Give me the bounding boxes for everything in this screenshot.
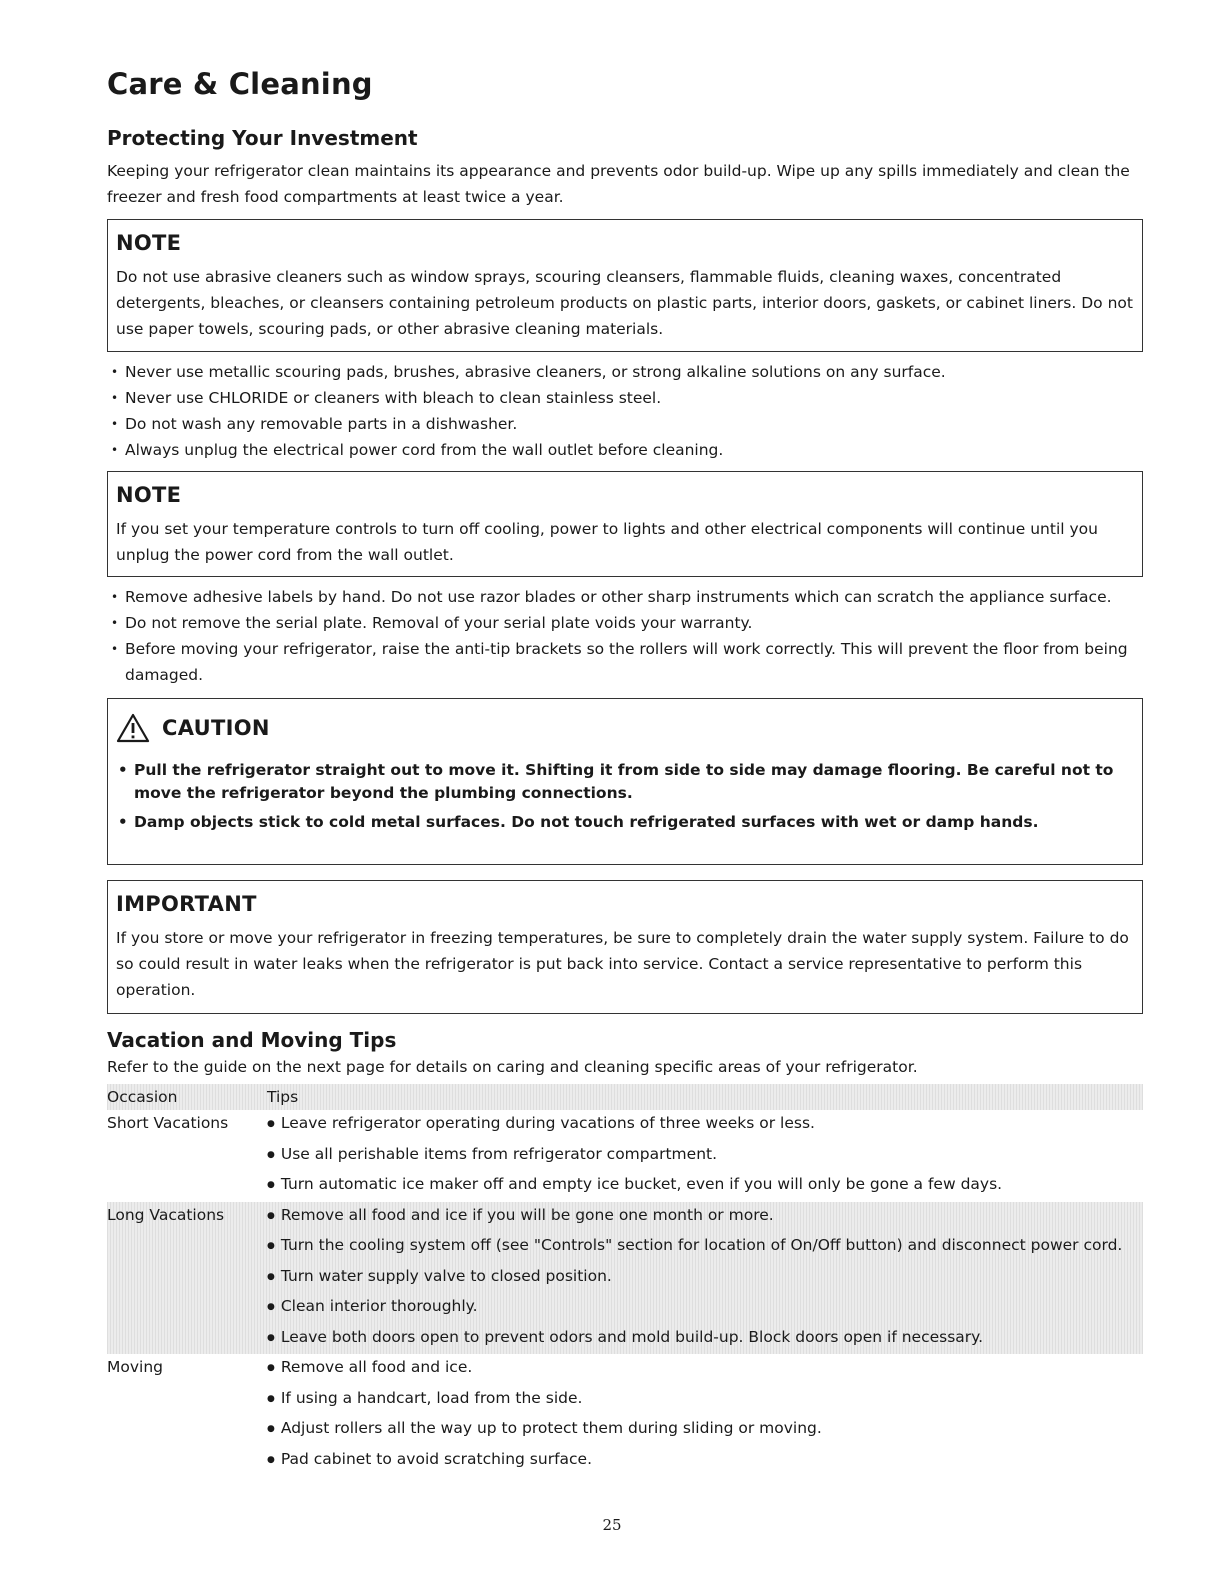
page-number: 25 (602, 1516, 622, 1534)
caution-box (107, 698, 1143, 865)
tips-table (107, 1084, 1143, 1476)
note-box-2 (107, 471, 1143, 577)
list-item: • Never use CHLORIDE or cleaners with bleach to clean stainless steel. (107, 385, 1143, 411)
table-header-row (107, 1084, 1143, 1110)
table-row (107, 1202, 1143, 1355)
tip-item: ● Pad cabinet to avoid scratching surface. (267, 1446, 1143, 1477)
caution-header (116, 711, 1134, 745)
list-item: • Always unplug the electrical power cord from the wall outlet before cleaning. (107, 437, 1143, 463)
caution-item: • Damp objects stick to cold metal surfaces. Do not touch refrigerated surfaces with wet or damp hands. (116, 811, 1134, 834)
note-heading: NOTE (116, 231, 182, 255)
warning-triangle-icon (116, 713, 150, 743)
tip-item: ● Turn water supply valve to closed position. (267, 1263, 1143, 1294)
vacation-heading: Vacation and Moving Tips (107, 1028, 397, 1052)
tip-item: ● Turn the cooling system off (see "Controls" section for location of On/Off button) and disconnect power cord. (267, 1232, 1143, 1263)
list-item: • Before moving your refrigerator, raise the anti-tip brackets so the rollers will work correctly. This will prevent the floor from being damaged. (107, 636, 1143, 688)
note-box-1 (107, 219, 1143, 352)
important-box (107, 880, 1143, 1014)
tips-cell (267, 1202, 1143, 1355)
tip-item: ● Remove all food and ice if you will be gone one month or more. (267, 1202, 1143, 1233)
caution-item: • Pull the refrigerator straight out to move it. Shifting it from side to side may damage flooring. Be careful not to move the refrigerator beyond the plumbing connections. (116, 759, 1134, 805)
occasion-cell: Long Vacations (107, 1205, 225, 1224)
occasion-cell: Moving (107, 1358, 163, 1376)
note-body: Do not use abrasive cleaners such as window sprays, scouring cleansers, flammable fluids, cleaning waxes, concentrated detergents, bleaches, or cleansers containing petroleum products on plastic parts, interior doors, gaskets, or cabinet liners. Do not use paper towels, scouring pads, or other abrasive cleaning materials. (116, 268, 1133, 338)
tip-item: ● Leave refrigerator operating during vacations of three weeks or less. (267, 1110, 1143, 1141)
column-header-occasion: Occasion (107, 1088, 178, 1106)
tip-item: ● Adjust rollers all the way up to protect them during sliding or moving. (267, 1415, 1143, 1446)
list-item: • Never use metallic scouring pads, brushes, abrasive cleaners, or strong alkaline solutions on any surface. (107, 359, 1143, 385)
protecting-body: Keeping your refrigerator clean maintains its appearance and prevents odor build-up. Wipe up any spills immediately and clean the freezer and fresh food compartments at least twice a year. (107, 162, 1130, 206)
list-item: • Do not remove the serial plate. Removal of your serial plate voids your warranty. (107, 610, 1143, 636)
note-body: If you set your temperature controls to turn off cooling, power to lights and other electrical components will continue until you unplug the power cord from the wall outlet. (116, 520, 1098, 564)
tip-item: ● Clean interior thoroughly. (267, 1293, 1143, 1324)
caution-list (116, 759, 1134, 834)
vacation-intro: Refer to the guide on the next page for details on caring and cleaning specific areas of your refrigerator. (107, 1058, 918, 1076)
column-header-tips: Tips (267, 1088, 299, 1106)
tips-cell (267, 1110, 1143, 1202)
protecting-heading: Protecting Your Investment (107, 126, 418, 150)
occasion-cell: Short Vacations (107, 1114, 229, 1132)
tip-item: ● Leave both doors open to prevent odors and mold build-up. Block doors open if necessary. (267, 1324, 1143, 1355)
page-content (107, 62, 1143, 1476)
tips-cell (267, 1354, 1143, 1476)
page-title: Care & Cleaning (107, 67, 373, 101)
table-row (107, 1354, 1143, 1476)
tip-item: ● Remove all food and ice. (267, 1354, 1143, 1385)
note-heading: NOTE (116, 483, 182, 507)
caution-heading: CAUTION (162, 716, 270, 740)
cleaning-bullets (107, 359, 1143, 463)
important-heading: IMPORTANT (116, 892, 257, 916)
list-item: • Remove adhesive labels by hand. Do not use razor blades or other sharp instruments which can scratch the appliance surface. (107, 584, 1143, 610)
table-row (107, 1110, 1143, 1202)
list-item: • Do not wash any removable parts in a dishwasher. (107, 411, 1143, 437)
important-body: If you store or move your refrigerator in freezing temperatures, be sure to completely drain the water supply system. Failure to do so could result in water leaks when the refrigerator is put back into service. Contact a service representative to perform this operation. (116, 929, 1129, 999)
handling-bullets (107, 584, 1143, 688)
tip-item: ● If using a handcart, load from the side. (267, 1385, 1143, 1416)
tip-item: ● Turn automatic ice maker off and empty ice bucket, even if you will only be gone a few days. (267, 1171, 1143, 1202)
tip-item: ● Use all perishable items from refrigerator compartment. (267, 1141, 1143, 1172)
